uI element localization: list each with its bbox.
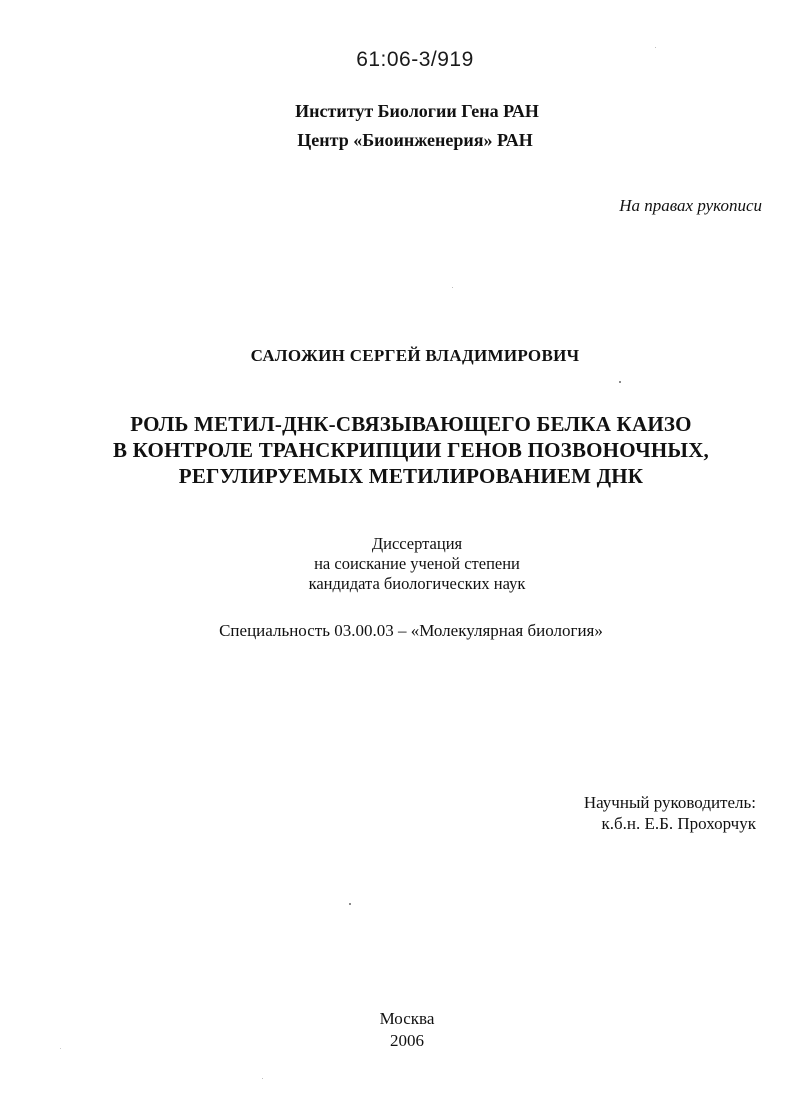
dissertation-type-line: кандидата биологических наук	[308, 574, 526, 593]
advisor-label: Научный руководитель:	[583, 793, 756, 812]
catalog-number: 61:06-3/919	[356, 48, 474, 71]
imprint-block	[8, 1008, 798, 1052]
center-name: Центр «Биоинженерия» РАН	[297, 130, 533, 150]
title-line: РЕГУЛИРУЕМЫХ МЕТИЛИРОВАНИЕМ ДНК	[178, 464, 644, 488]
scan-speck	[60, 1048, 61, 1049]
dissertation-title	[12, 411, 798, 489]
advisor-block	[520, 792, 756, 834]
institute-name: Институт Биологии Гена РАН	[295, 101, 539, 121]
dissertation-type	[18, 534, 798, 594]
scan-speck	[619, 381, 621, 383]
scan-speck	[655, 47, 656, 48]
author-name: САЛОЖИН СЕРГЕЙ ВЛАДИМИРОВИЧ	[250, 346, 580, 365]
dissertation-type-line: на соискание ученой степени	[314, 554, 520, 573]
imprint-year: 2006	[390, 1031, 424, 1050]
advisor-name: к.б.н. Е.Б. Прохорчук	[601, 814, 756, 833]
scan-speck	[452, 287, 453, 288]
title-line: РОЛЬ МЕТИЛ-ДНК-СВЯЗЫВАЮЩЕГО БЕЛКА КАИЗО	[130, 412, 692, 436]
specialty-line: Специальность 03.00.03 – «Молекулярная биология»	[219, 621, 603, 640]
rights-note: На правах рукописи	[619, 196, 762, 215]
dissertation-type-line: Диссертация	[371, 534, 463, 553]
title-line: В КОНТРОЛЕ ТРАНСКРИПЦИИ ГЕНОВ ПОЗВОНОЧНЫХ,	[112, 438, 710, 462]
imprint-city: Москва	[379, 1009, 435, 1028]
scan-speck	[262, 1078, 263, 1079]
scan-speck	[349, 903, 351, 905]
